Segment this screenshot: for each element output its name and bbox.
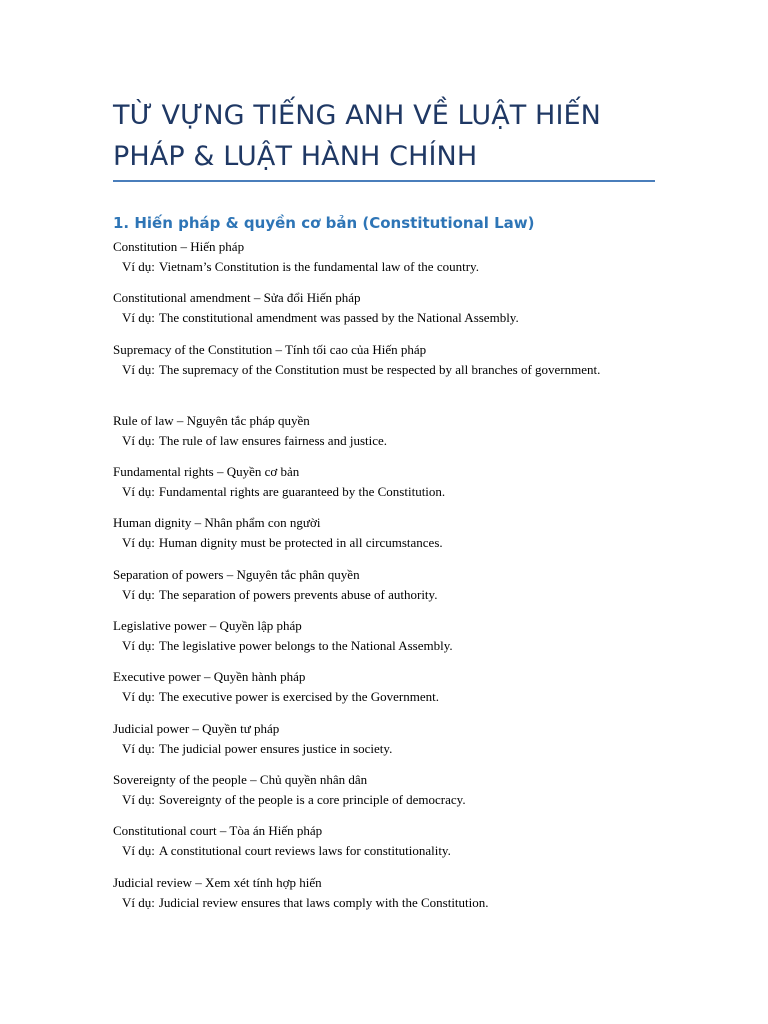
example-prefix: Ví dụ: (122, 586, 155, 602)
example-text: The legislative power belongs to the National Assembly. (158, 638, 453, 654)
example-text: Vietnam’s Constitution is the fundamental law of the country. (158, 259, 479, 274)
entry-example (113, 739, 655, 759)
entry-example (113, 360, 655, 380)
vocabulary-entry (113, 513, 655, 564)
entry-example (113, 308, 655, 328)
vocabulary-entry (113, 237, 655, 288)
example-text: The judicial power ensures justice in society. (158, 740, 393, 756)
entry-term: Constitution – Hiến pháp (113, 239, 245, 254)
example-prefix: Ví dụ: (122, 310, 155, 326)
entry-example (113, 482, 655, 502)
entry-example (113, 687, 655, 707)
example-prefix: Ví dụ: (122, 361, 155, 377)
vocabulary-entry (113, 340, 655, 411)
entry-example (113, 790, 655, 810)
entry-example (113, 431, 655, 451)
example-prefix: Ví dụ: (122, 894, 155, 910)
entry-term: Separation of powers – Nguyên tắc phân quyền (113, 566, 360, 582)
section-heading: 1. Hiến pháp & quyền cơ bản (Constitutional Law) (113, 214, 535, 232)
example-text: The constitutional amendment was passed by the National Assembly. (158, 310, 519, 326)
example-prefix: Ví dụ: (122, 638, 155, 654)
entry-term: Supremacy of the Constitution – Tính tối cao của Hiến pháp (113, 341, 427, 357)
entry-term: Judicial review – Xem xét tính hợp hiến (113, 874, 322, 890)
example-prefix: Ví dụ: (122, 689, 155, 705)
example-prefix: Ví dụ: (122, 791, 155, 807)
entry-term: Constitutional amendment – Sửa đổi Hiến pháp (113, 290, 361, 306)
entry-term: Executive power – Quyền hành pháp (113, 669, 306, 685)
entry-term: Judicial power – Quyền tư pháp (113, 720, 280, 736)
entry-term: Fundamental rights – Quyền cơ bản (113, 464, 300, 480)
vocabulary-entry (113, 667, 655, 718)
vocabulary-entry (113, 565, 655, 616)
vocabulary-entry (113, 288, 655, 339)
example-text: The separation of powers prevents abuse of authority. (158, 586, 438, 602)
entry-example (113, 636, 655, 656)
entry-term: Sovereignty of the people – Chủ quyền nhân dân (113, 771, 368, 787)
example-text: Sovereignty of the people is a core principle of democracy. (158, 791, 466, 807)
example-text: Human dignity must be protected in all circumstances. (158, 535, 443, 551)
example-text: The executive power is exercised by the Government. (158, 689, 439, 705)
entry-example (113, 841, 655, 861)
vocabulary-entry (113, 770, 655, 821)
vocabulary-entry (113, 821, 655, 872)
example-prefix: Ví dụ: (122, 843, 155, 859)
example-prefix: Ví dụ: (122, 484, 155, 500)
example-text: Judicial review ensures that laws comply with the Constitution. (158, 894, 489, 910)
page-title: TỪ VỰNG TIẾNG ANH VỀ LUẬT HIẾN PHÁP & LUẬT HÀNH CHÍNH (113, 100, 601, 172)
example-prefix: Ví dụ: (122, 740, 155, 756)
example-prefix: Ví dụ: (122, 432, 155, 448)
entry-term: Rule of law – Nguyên tắc pháp quyền (113, 412, 310, 428)
vocabulary-list (113, 237, 655, 924)
entry-example (113, 893, 655, 913)
example-text: The supremacy of the Constitution must be respected by all branches of government. (158, 361, 601, 377)
vocabulary-entry (113, 411, 655, 462)
title-underline-rule (113, 180, 655, 182)
example-text: Fundamental rights are guaranteed by the Constitution. (158, 484, 446, 500)
entry-term: Legislative power – Quyền lập pháp (113, 618, 302, 634)
entry-example (113, 585, 655, 605)
entry-example (113, 257, 655, 277)
entry-term: Constitutional court – Tòa án Hiến pháp (113, 823, 323, 839)
example-text: A constitutional court reviews laws for constitutionality. (158, 843, 451, 859)
example-prefix: Ví dụ: (122, 535, 155, 551)
vocabulary-entry (113, 873, 655, 924)
vocabulary-entry (113, 462, 655, 513)
vocabulary-entry (113, 719, 655, 770)
example-prefix: Ví dụ: (122, 259, 155, 274)
entry-example (113, 533, 655, 553)
entry-term: Human dignity – Nhân phẩm con người (113, 515, 321, 531)
vocabulary-entry (113, 616, 655, 667)
example-text: The rule of law ensures fairness and justice. (158, 432, 388, 448)
